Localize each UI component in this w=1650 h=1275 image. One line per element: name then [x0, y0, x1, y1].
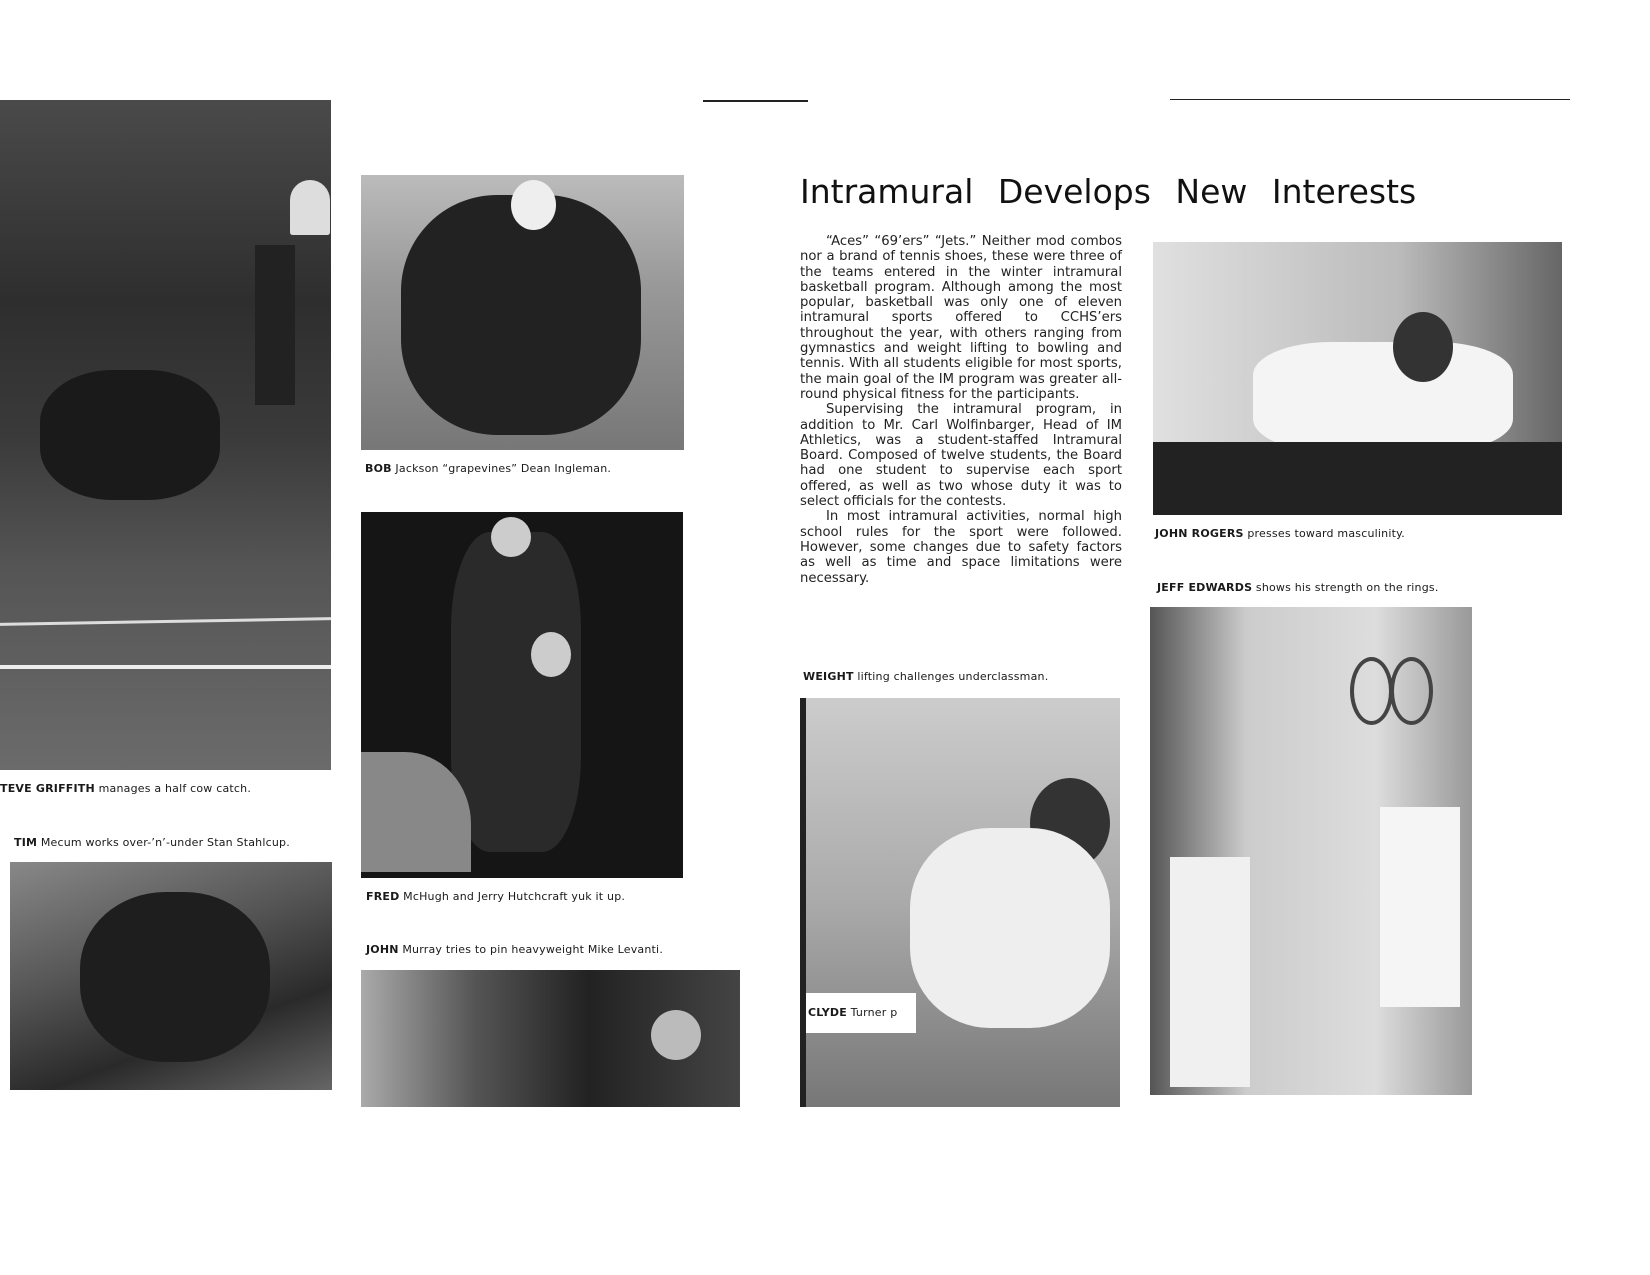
photo-weight-lifting — [800, 698, 1120, 1107]
article-body — [800, 234, 1122, 586]
caption-bob: BOB Jackson “grapevines” Dean Ingleman. — [365, 462, 612, 475]
top-rule-left — [703, 100, 808, 102]
photo-john-murray — [361, 970, 740, 1107]
paragraph-3: In most intramural activities, normal high school rules for the sport were followed. However, some changes due to safety factors as well as time and space limitations were necessary. — [800, 509, 1122, 586]
caption-weight: WEIGHT lifting challenges underclassman. — [803, 670, 1049, 683]
paragraph-1: “Aces” “69’ers” “Jets.” Neither mod combos nor a brand of tennis shoes, these were three of the teams entered in the winter intramural basketball program. Although among the most popular, basketball was only one of eleven intramural sports offered to CCHS’ers throughout the year, with others ranging from gymnastics and weight lifting to bowling and tennis. With all students eligible for most sports, the main goal of the IM program was greater all-round physical fitness for the participants. — [800, 234, 1122, 402]
photo-jeff-edwards — [1150, 607, 1472, 1095]
caption-john-murray: JOHN Murray tries to pin heavyweight Mike Levanti. — [366, 943, 664, 956]
caption-fred: FRED McHugh and Jerry Hutchcraft yuk it up. — [366, 890, 626, 903]
caption-tim: TIM Mecum works over-’n’-under Stan Stahlcup. — [14, 836, 290, 849]
photo-bob-jackson — [361, 175, 684, 450]
caption-jeff: JEFF EDWARDS shows his strength on the rings. — [1157, 581, 1439, 594]
photo-john-rogers — [1153, 242, 1562, 515]
page-title: Intramural Develops New Interests — [800, 172, 1417, 211]
caption-john-rogers: JOHN ROGERS presses toward masculinity. — [1155, 527, 1405, 540]
photo-tim-mecum — [10, 862, 332, 1090]
caption-clyde: CLYDE Turner p — [808, 1006, 898, 1019]
caption-griffith: TEVE GRIFFITH manages a half cow catch. — [0, 782, 252, 795]
top-rule-right — [1170, 99, 1570, 100]
photo-fred-mchugh — [361, 512, 683, 878]
photo-gym-wrestling — [0, 100, 331, 770]
paragraph-2: Supervising the intramural program, in addition to Mr. Carl Wolfinbarger, Head of IM Athletics, was a student-staffed Intramural Board. Composed of twelve students, the Board had one student to supervise each sport offered, as well as two whose duty it was to select officials for the contests. — [800, 402, 1122, 510]
